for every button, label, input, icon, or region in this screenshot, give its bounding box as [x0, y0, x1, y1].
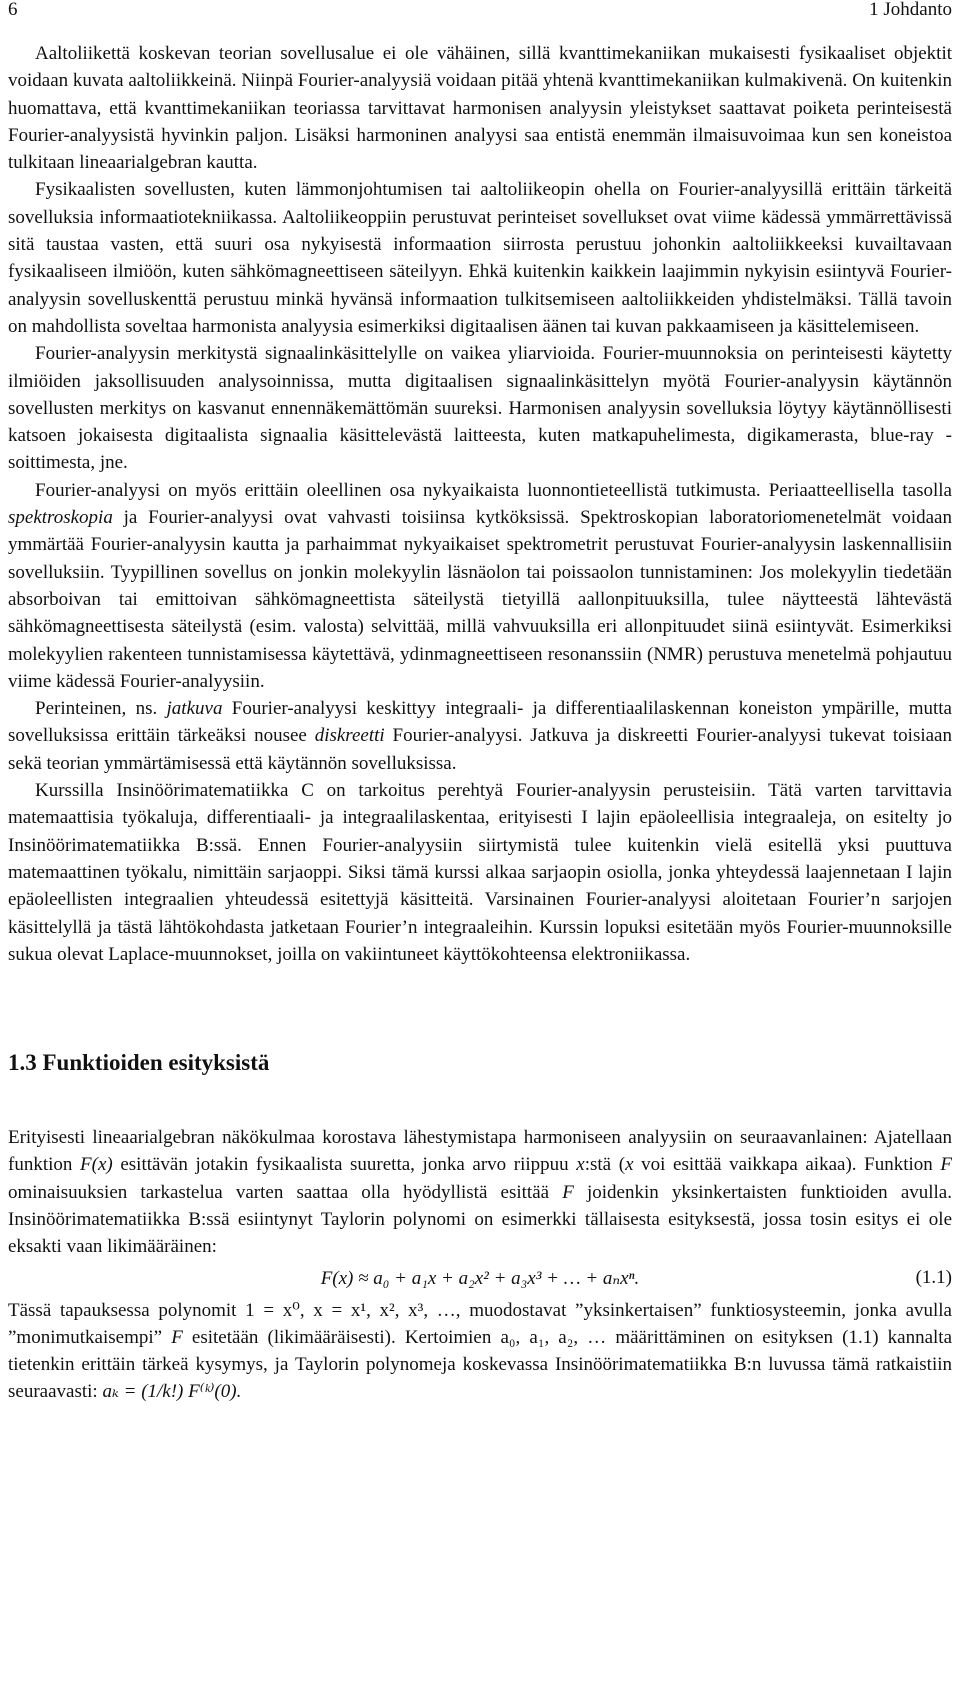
page-header — [0, 0, 960, 20]
term-jatkuva: jatkuva — [166, 698, 223, 720]
main-text — [8, 40, 952, 1406]
term-diskreetti: diskreetti — [314, 725, 385, 747]
section-heading: 1.3 Funktioiden esityksistä — [8, 1050, 270, 1076]
equation-1-1 — [8, 1263, 952, 1297]
paragraph-applications: Fysikaalisten sovellusten, kuten lämmonjohtumisen tai aaltoliikeopin ohella on Fourier-analyysillä erittäin tärkeitä sovelluksia informaatiotekniikassa. Aaltoliikeoppiin perustuvat perinteiset sovellukset ovat viime kädessä ymmärrettävissä sitä taustaa vasten, että suuri osa nykyisestä informaation siirrosta perustuu johonkin aaltoliikkeeksi kuvailtavaan fysikaaliseen ilmiöön, kuten sähkömagneettiseen säteilyyn. Ehkä kuitenkin kaikkein laajimmin nykyisin esiintyvä Fourier-analyysin sovelluskenttä perustuu minkä hyvänsä informaation tulkitsemiseen aaltoliikkeiden yhdistelmäksi. Tällä tavoin on mahdollista soveltaa harmonista analyysia esimerkiksi digitaalisen äänen tai kuvan pakkaamiseen ja käsittelemiseen. — [8, 179, 952, 337]
paragraph-linear-algebra-view: Erityisesti lineaarialgebran näkökulmaa korostava lähestymistapa harmoniseen analyysiin on seuraavanlainen: Ajatellaan funktion F(x) esittävän jotakin fysikaalista suuretta, jonka arvo riippuu x:stä (x voi esittää vaikkapa aikaa). Funktion F ominaisuuksien tarkastelua varten saattaa olla hyödyllistä esittää F joidenkin yksinkertaisten funktioiden avulla. Insinöörimatematiikka B:ssä esiintynyt Taylorin polynomi on esimerkki tällaisesta esityksestä, jossa tosin esitys ei ole eksakti vaan likimääräinen: — [8, 1127, 953, 1258]
paragraph-spectroscopy: Fourier-analyysi on myös erittäin oleellinen osa nykyaikaista luonnontieteellistä tutkimusta. Periaatteellisella tasolla spektroskopia ja Fourier-analyysi ovat vahvasti toisiinsa kytköksissä. Spektroskopian laboratoriomenetelmät voidaan ymmärtää Fourier-analyysin kautta ja parhaimmat nykyaikaiset spektrometrit perustuvat Fourier-analyysin laskennallisiin sovelluksiin. Tyypillinen sovellus on jonkin molekyylin läsnäolon tai poissaolon tunnistaminen: Jos molekyylin tiedetään absorboivan tai emittoivan sähkömagneettista säteilystä tietyillä aallonpituuksilla, tulee näytteestä lähtevästä sähkömagneettisesta säteilystä (esim. valosta) selvittää, millä vahvuuksilla eri allonpituudet siinä esiintyvät. Esimerkiksi molekyylien rakenteen tunnistamisessa käytettävä, ydinmagneettiseen resonanssiin (NMR) perustuva menetelmä pohjautuu viime kädessä Fourier-analyysiin. — [8, 479, 952, 692]
page-number: 6 — [8, 0, 18, 20]
term-spektroskopia: spektroskopia — [8, 507, 113, 529]
paragraph-taylor-coefficients: Tässä tapauksessa polynomit 1 = x⁰, x = x¹, x², x³, …, muodostavat ”yksinkertaisen” funktiosysteemin, jonka avulla ”monimutkaisempi” F esitetään (likimääräisesti). Kertoimien a₀, a₁, a₂, … määrittäminen on esityksen (1.1) kannalta tietenkin erittäin tärkeä kysymys, ja Taylorin polynomeja koskevassa Insinöörimatematiikka B:n luvussa tämä ratkaistiin seuraavasti: aₖ = (1/k!) F⁽ᵏ⁾(0). — [8, 1299, 953, 1403]
paragraph-signal-processing: Fourier-analyysin merkitystä signaalinkäsittelylle on vaikea yliarvioida. Fourier-muunnoksia on perinteisesti käytetty ilmiöiden jaksollisuuden analysoinnissa, mutta digitaalisen signaalinkäsittelyn myötä Fourier-analyysin käytännön sovellusten merkitys on kasvanut ennennäkemättömän suureksi. Harmonisen analyysin sovelluksia löytyy käytännöllisesti katsoen jokaisesta digitaalista signaalia käsittelevästä laitteesta, kuten matkapuhelimesta, digikamerasta, blue-ray -soittimesta, jne. — [8, 343, 952, 474]
paragraph-course-outline: Kurssilla Insinöörimatematiikka C on tarkoitus perehtyä Fourier-analyysin perusteisiin. Tätä varten tarvittavia matemaattisia työkaluja, differentiaali- ja integraalilaskentaa, erityisesti I lajin epäoleellisia integraaleja, on esitelty jo Insinöörimatematiikka B:ssä. Ennen Fourier-analyysiin siirtymistä tulee kuitenkin vielä esitellä yksi puuttuva matemaattinen työkalu, nimittäin sarjaoppi. Siksi tämä kurssi alkaa sarjaopin osiolla, jonka yhteydessä laajennetaan I lajin epäoleellisten integraalien yhteudessä esitettyjä käsitteitä. Varsinainen Fourier-analyysi aloitetaan Fourier’n sarjojen käsittelyllä ja tästä lähtökohdasta jatketaan Fourier’n integraaleihin. Kurssin lopuksi esitetään myös Fourier-muunnoksille sukua olevat Laplace-muunnokset, joilla on vakiintuneet käyttökohteensa elektroniikassa. — [8, 780, 952, 965]
paragraph-continuous-discrete: Perinteinen, ns. jatkuva Fourier-analyysi keskittyy integraali- ja differentiaalilaskennan koneiston ympärille, mutta sovelluksissa erittäin tärkeäksi nousee diskreetti Fourier-analyysi. Jatkuva ja diskreetti Fourier-analyysi tukevat toisiaan sekä teorian ymmärtämisessä että käytännön sovelluksissa. — [8, 698, 952, 774]
equation-number: (1.1) — [915, 1266, 952, 1288]
paragraph-quantum-mechanics: Aaltoliikettä koskevan teorian sovellusalue ei ole vähäinen, sillä kvanttimekaniikan mukaisesti fysikaaliset objektit voidaan kuvata aaltoliikkeinä. Niinpä Fourier-analyysiä voidaan pitää yhtenä kvanttimekaniikan kulmakivenä. On kuitenkin huomattava, että kvanttimekaniikan teoriassa tarvittavat harmonisen analyysin yleistykset saattavat poiketa perinteisestä Fourier-analyysistä hyvinkin paljon. Lisäksi harmoninen analyysi saa entistä enemmän ilmaisuvoimaa kun sen koneistoa tulkitaan lineaarialgebran kautta. — [8, 43, 952, 174]
running-head: 1 Johdanto — [869, 0, 952, 20]
taylor-polynomial-equation: F(x) ≈ a₀ + a₁x + a₂x² + a₃x³ + … + aₙxⁿ. — [320, 1267, 640, 1289]
